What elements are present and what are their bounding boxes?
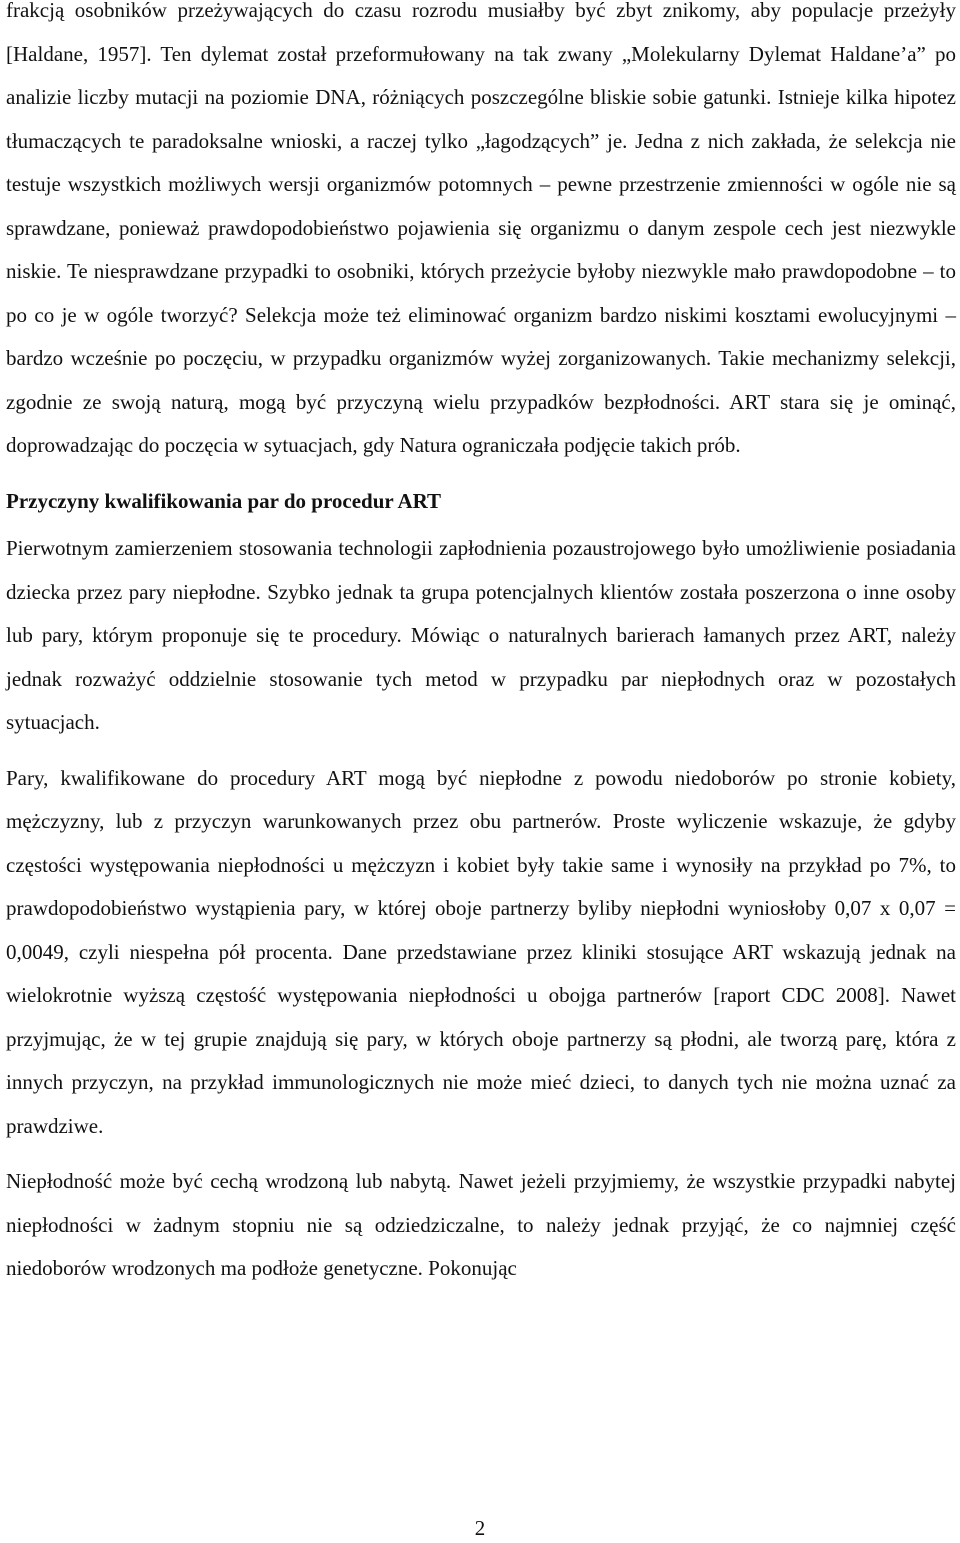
paragraph-congenital-infertility: Niepłodność może być cechą wrodzoną lub nabytą. Nawet jeżeli przyjmiemy, że wszystkie przypadki nabytej niepłodności w żadnym stopniu nie są odziedziczalne, to należy jednak przyjąć, że co najmniej część niedoborów wrodzonych ma podłoże genetyczne. Pokonując bbox=[6, 1169, 956, 1280]
document-page bbox=[6, 0, 956, 1291]
paragraph-haldane-dilemma: frakcją osobników przeżywających do czasu rozrodu musiałby być zbyt znikomy, aby populacje przeżyły [Haldane, 1957]. Ten dylemat został przeformułowany na tak zwany „Molekularny Dylemat Haldane’a” po analizie liczby mutacji na poziomie DNA, różniących poszczególne bliskie sobie gatunki. Istnieje kilka hipotez tłumaczących te paradoksalne wnioski, a raczej tylko „łagodzących” je. Jedna z nich zakłada, że selekcja nie testuje wszystkich możliwych wersji organizmów potomnych – pewne przestrzenie zmienności w ogóle nie są sprawdzane, ponieważ prawdopodobieństwo pojawienia się organizmu o danym zespole cech jest niezwykle niskie. Te niesprawdzane przypadki to osobniki, których przeżycie byłoby niezwykle mało prawdopodobne – to po co je w ogóle tworzyć? Selekcja może też eliminować organizm bardzo niskimi kosztami ewolucyjnymi – bardzo wcześnie po poczęciu, w przypadku organizmów wyżej zorganizowanych. Takie mechanizmy selekcji, zgodnie ze swoją naturą, mogą być przyczyną wielu przypadków bezpłodności. ART stara się je ominąć, doprowadzając do poczęcia w sytuacjach, gdy Natura ograniczała podjęcie takich prób. bbox=[6, 0, 956, 457]
paragraph-art-purpose: Pierwotnym zamierzeniem stosowania technologii zapłodnienia pozaustrojowego było umożliwienie posiadania dziecka przez pary niepłodne. Szybko jednak ta grupa potencjalnych klientów została poszerzona o inne osoby lub pary, którym proponuje się te procedury. Mówiąc o naturalnych barierach łamanych przez ART, należy jednak rozważyć oddzielnie stosowanie tych metod w przypadku par niepłodnych oraz w pozostałych sytuacjach. bbox=[6, 536, 956, 734]
paragraph-infertility-statistics: Pary, kwalifikowane do procedury ART mogą być niepłodne z powodu niedoborów po stronie kobiety, mężczyzny, lub z przyczyn warunkowanych przez obu partnerów. Proste wyliczenie wskazuje, że gdyby częstości występowania niepłodności u mężczyzn i kobiet były takie same i wynosiły na przykład po 7%, to prawdopodobieństwo wystąpienia pary, w której oboje partnerzy byliby niepłodni wyniosłoby 0,07 x 0,07 = 0,0049, czyli niespełna pół procenta. Dane przedstawiane przez kliniki stosujące ART wskazują jednak na wielokrotnie wyższą częstość występowania niepłodności u obojga partnerów [raport CDC 2008]. Nawet przyjmując, że w tej grupie znajdują się pary, w których oboje partnerzy są płodni, ale tworzą parę, która z innych przyczyn, na przykład immunologicznych nie może mieć dzieci, to danych tych nie można uznać za prawdziwe. bbox=[6, 765, 956, 1138]
section-heading: Przyczyny kwalifikowania par do procedur ART bbox=[6, 488, 442, 513]
page-number: 2 bbox=[474, 1516, 486, 1540]
